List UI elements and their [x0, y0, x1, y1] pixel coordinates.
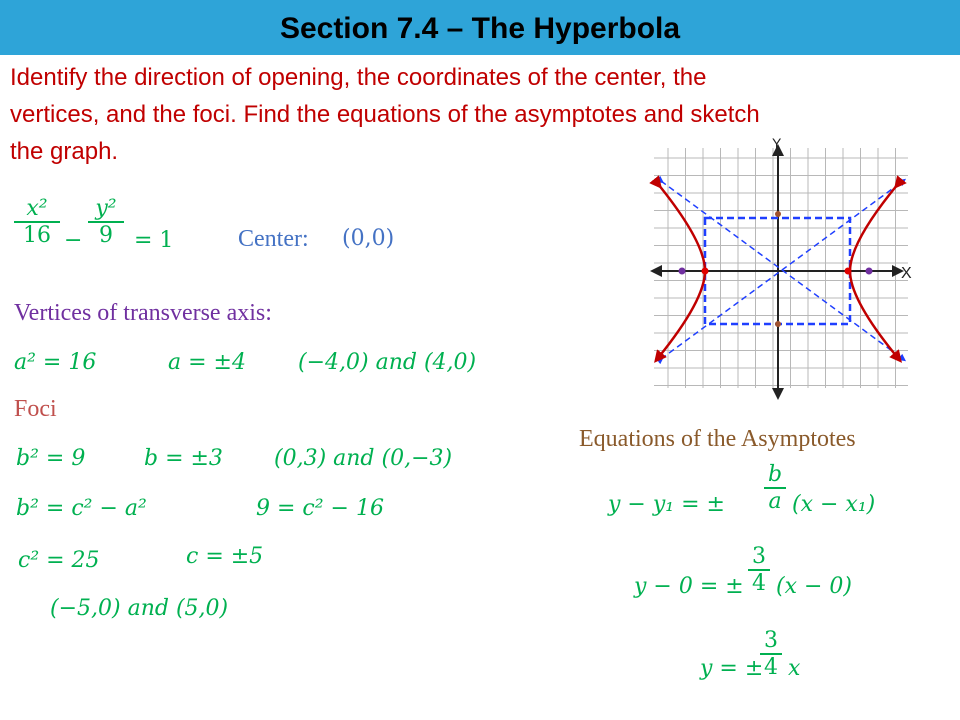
co-vertex-point-top [775, 211, 781, 217]
instruction-line-3: the graph. [10, 138, 119, 165]
instruction-line-1: Identify the direction of opening, the coordinates of the center, the [10, 64, 707, 91]
y-axis-label: Y [772, 135, 782, 151]
asymptote-sub-rhs: (x − 0) [776, 574, 852, 599]
vertices-points: (−4,0) and (4,0) [298, 350, 477, 375]
foci-b-points: (0,3) and (0,−3) [274, 446, 453, 471]
equation-x-denominator: 16 [23, 223, 51, 248]
vertices-a-squared: a² = 16 [14, 350, 97, 375]
asymptote-sub-lhs: y − 0 = ± [634, 574, 744, 599]
vertices-label: Vertices of transverse axis: [14, 300, 272, 326]
focus-point-right [866, 268, 873, 275]
foci-b-value: b = ±3 [144, 446, 223, 471]
center-label: Center: [238, 226, 309, 252]
asymptote-final-numerator: 3 [764, 628, 778, 653]
focus-point-left [679, 268, 686, 275]
foci-points: (−5,0) and (5,0) [50, 596, 229, 621]
asymptote-final-lhs: y = ± [700, 656, 764, 681]
asymptote-general-lhs: y − y₁ = ± [608, 492, 725, 517]
foci-c-value: c = ±5 [186, 544, 264, 569]
asymptote-general-numerator: b [767, 462, 783, 487]
equation-minus: − [64, 228, 83, 253]
equation-y-fraction [88, 196, 124, 248]
foci-c-squared: c² = 25 [18, 548, 100, 573]
co-vertex-point-bottom [775, 321, 781, 327]
foci-relation: b² = c² − a² [16, 496, 147, 521]
equation-y-numerator: y² [95, 196, 117, 221]
hyperbola-graph [636, 132, 926, 402]
asymptote-general-rhs: (x − x₁) [792, 492, 876, 517]
vertices-a-value: a = ±4 [168, 350, 246, 375]
asymptote-sub-denominator: 4 [752, 571, 766, 596]
page-title: Section 7.4 – The Hyperbola [279, 12, 681, 45]
asymptote-final-denominator: 4 [764, 655, 778, 680]
asymptotes-label: Equations of the Asymptotes [579, 426, 856, 452]
equation-y-denominator: 9 [99, 223, 113, 248]
asymptote-general-fraction [764, 462, 786, 514]
center-value: (0,0) [342, 226, 395, 251]
instruction-line-2: vertices, and the foci. Find the equations of the asymptotes and sketch [10, 101, 760, 128]
foci-label: Foci [14, 396, 57, 422]
asymptote-sub-fraction [748, 544, 770, 596]
equation-rhs: = 1 [134, 228, 174, 253]
vertex-point-left [702, 268, 709, 275]
asymptote-final-rhs: x [788, 656, 801, 681]
asymptote-final-fraction [760, 628, 782, 680]
x-axis-label: X [901, 265, 912, 282]
foci-substitution: 9 = c² − 16 [256, 496, 384, 521]
equation-x-fraction [14, 196, 60, 248]
asymptote-sub-numerator: 3 [752, 544, 766, 569]
foci-b-squared: b² = 9 [16, 446, 86, 471]
vertex-point-right [845, 268, 852, 275]
asymptote-general-denominator: a [768, 489, 782, 514]
equation-x-numerator: x² [26, 196, 48, 221]
